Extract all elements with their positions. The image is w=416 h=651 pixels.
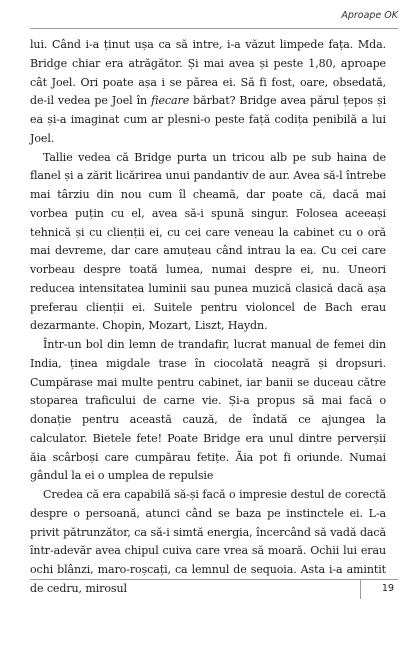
paragraph-text: bărbat? Bridge avea părul țepos și ea și-a imaginat cum ar plesni-o peste față codița penibilă a lui Joel.: [30, 94, 387, 145]
folio-divider: [360, 579, 361, 599]
paragraph: Într-un bol din lemn de trandafir, lucrat manual de femei din India, ținea migdale trase în ciocolată neagră și dropsuri. Cumpărase mai multe pentru cabinet, iar banii se duceau către stoparea traficului de carne vie. Și-a propus să mai facă o donație pentru această cauză, de îndată ce ajungea la calculator. Bietele fete! Poate Bridge era unul dintre perverșii ăia scârboși care cumpărau fetițe. Ăia pot fi oriunde. Numai gândul la ei o umplea de repulsie: [30, 338, 386, 483]
emphasized-word: fiecare: [151, 94, 190, 108]
paragraph: Tallie vedea că Bridge purta un tricou alb pe sub haina de flanel și a zărit licărirea unui pandantiv de aur. Avea să-l întrebe mai târziu din nou cum îl cheamă, dar poate că, dacă mai vorbea puțin cu el, avea să-i spună singur. Folosea aceeași tehnică și cu clienții ei, cu cei care veneau la cabinet cu o oră mai devreme, dar care amuțeau când intrau la ea. Cu cei care vorbeau despre toată lumea, numai despre ei, nu. Uneori reducea intensitatea luminii sau punea muzică clasică dacă așa preferau clienții ei. Suitele pentru violoncel de Bach erau dezarmante. Chopin, Mozart, Liszt, Haydn.: [30, 150, 386, 333]
body-text: [30, 36, 386, 599]
header-rule: [30, 28, 398, 29]
paragraph: [30, 36, 386, 149]
paragraph: Credea că era capabilă să-și facă o impresie destul de corectă despre o persoană, atunci când se baza pe instinctele ei. L-a privit pătrunzător, ca să-i simtă energia, încercând să vadă dacă într-adevăr avea chipul cuiva care vrea să moară. Ochii lui erau ochi blânzi, maro-roșcați, ca lemnul de sequoia. Asta i-a amintit de cedru, mirosul: [30, 488, 386, 595]
running-head: Aproape OK: [341, 10, 398, 21]
footer-rule: [30, 579, 398, 580]
page-number: 19: [381, 583, 394, 594]
paragraph-text: lui. Când i-a ținut ușa ca să intre, i-a văzut limpede fața. Mda. Bridge chiar era atrăgător. Și mai avea și peste 1,80, aproape cât Joel. Ori poate așa i se părea ei. Să fi fost, oare, obsedată, de-il vedea pe Joel în: [30, 38, 386, 108]
